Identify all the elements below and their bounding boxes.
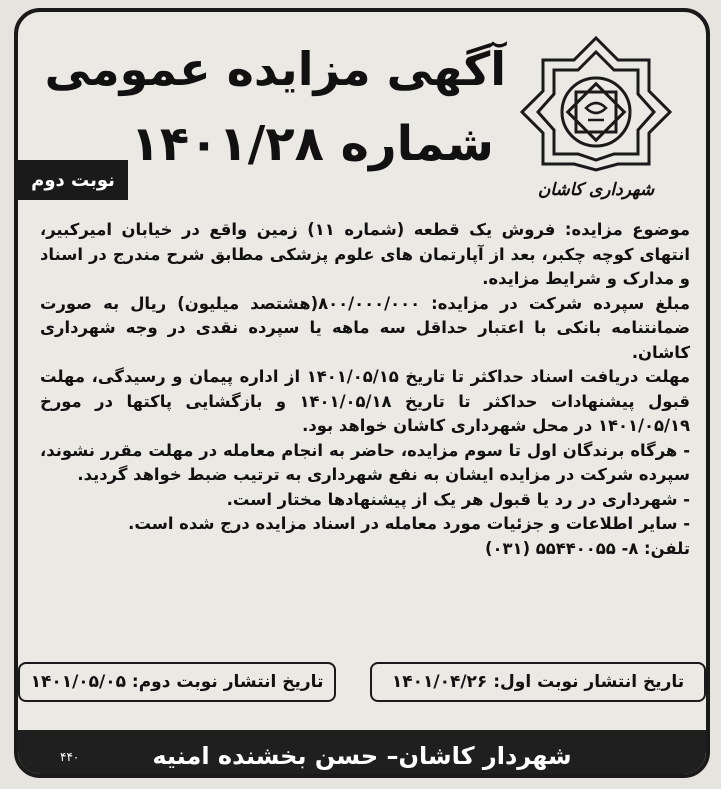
- second-publication-date: تاریخ انتشار نوبت دوم: ۱۴۰۱/۰۵/۰۵: [18, 662, 336, 702]
- kashan-municipality-logo-icon: [518, 34, 674, 174]
- ad-number: شماره ۱۴۰۱/۲۸: [130, 116, 494, 172]
- body-paragraph-rights: - شهرداری در رد یا قبول هر یک از پیشنهادها مختار است.: [226, 489, 690, 509]
- ad-frame: [14, 8, 710, 778]
- mayor-signature-bar: [18, 730, 706, 778]
- body-paragraph-info: - سایر اطلاعات و جزئیات مورد معامله در اسناد مزایده درج شده است.: [128, 514, 690, 533]
- body-paragraph-forfeit: - هرگاه برندگان اول تا سوم مزایده، حاضر به انجام معامله در مهلت مقرر نشوند، سپرده شرکت در مزایده ایشان به نفع شهرداری به ترتیب ضبط خواهد گردید.: [40, 440, 690, 484]
- logo-caption: شهرداری کاشان: [537, 180, 655, 200]
- ad-code: ۴۴۰: [60, 750, 80, 764]
- ad-body: [40, 218, 690, 561]
- body-paragraph-subject: موضوع مزایده: فروش یک قطعه (شماره ۱۱) زمین واقع در خیابان امیرکبیر، انتهای کوچه چکبر، بعد از آپارتمان های علوم پزشکی مطابق شرح مندرج در اسناد و مدارک و شرایط مزایده.: [40, 220, 691, 288]
- body-paragraph-deposit: مبلغ سپرده شرکت در مزایده: ۸۰۰/۰۰۰/۰۰۰(هشتصد میلیون) ریال به صورت ضمانتنامه بانکی با اعتبار حداقل سه ماهه یا سپرده نقدی در وجه شهرداری کاشان.: [40, 293, 690, 362]
- turn-badge: نوبت دوم: [18, 160, 128, 200]
- first-publication-date: تاریخ انتشار نوبت اول: ۱۴۰۱/۰۴/۲۶: [370, 662, 706, 702]
- ad-title: آگهی مزایده عمومی: [44, 42, 506, 96]
- mayor-signature: شهردار کاشان– حسن بخشنده امنیه: [152, 742, 572, 770]
- body-paragraph-phone: تلفن: ۸- ۵۵۴۴۰۰۵۵ (۰۳۱): [485, 538, 690, 558]
- body-paragraph-deadlines: مهلت دریافت اسناد حداکثر تا تاریخ ۱۴۰۱/۰۵/۱۵ از اداره پیمان و رسیدگی، مهلت قبول پیشنهادات حداکثر تا تاریخ ۱۴۰۱/۰۵/۱۸ و بازگشایی پاکتها در مورخ ۱۴۰۱/۰۵/۱۹ در محل شهرداری کاشان خواهد بود.: [40, 367, 690, 435]
